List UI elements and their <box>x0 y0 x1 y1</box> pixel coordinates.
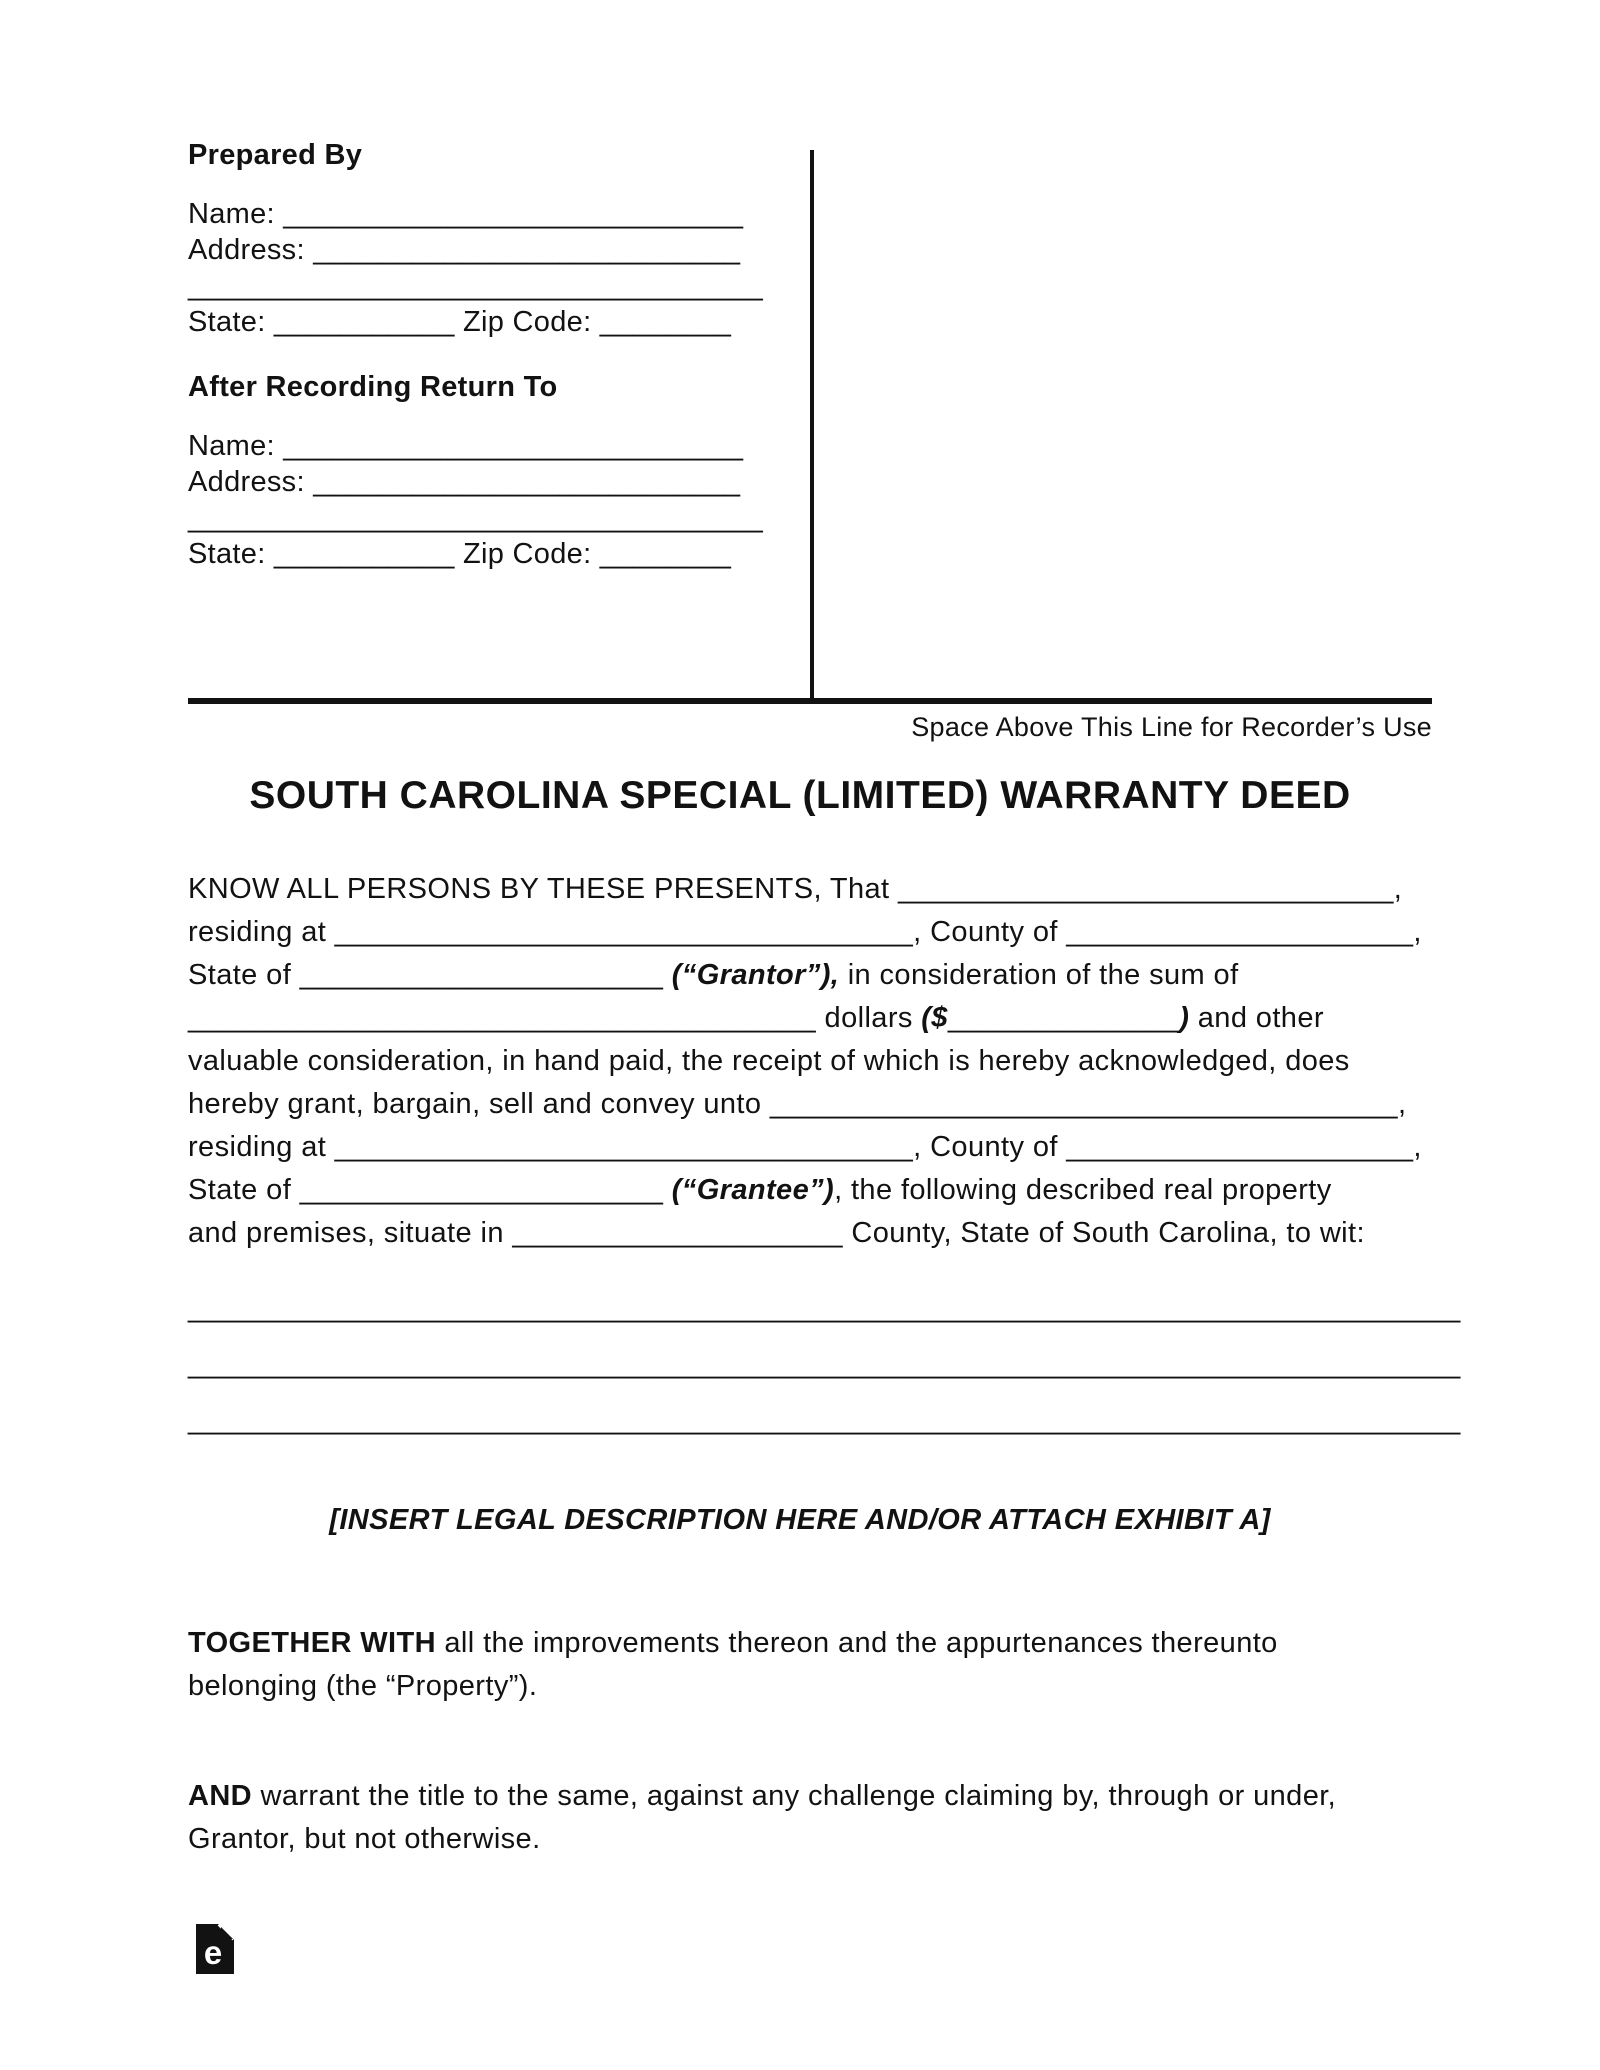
vertical-divider-line <box>810 150 814 698</box>
eforms-logo <box>196 1924 234 1974</box>
legal-description-placeholder: [INSERT LEGAL DESCRIPTION HERE AND/OR ATTACH EXHIBIT A] <box>329 1504 1271 1536</box>
deed-line: ______________________________________ dollars ($______________) and other <box>188 1002 1324 1034</box>
return-to-section <box>188 370 848 572</box>
legal-blank-line: _____________________________________________________________________________ <box>188 1404 1461 1436</box>
prepared-by-state-zip-row: State: ___________ Zip Code: ________ <box>188 306 732 338</box>
return-to-address2-row: ___________________________________ <box>188 502 763 534</box>
deed-line: State of ______________________ (“Grantee”), the following described real property <box>188 1174 1332 1206</box>
deed-paragraph <box>188 868 1488 1255</box>
legal-blank-line: _____________________________________________________________________________ <box>188 1292 1461 1324</box>
return-to-heading: After Recording Return To <box>188 371 558 403</box>
deed-line: residing at ___________________________________, County of _____________________, <box>188 1131 1422 1163</box>
deed-line: valuable consideration, in hand paid, the receipt of which is hereby acknowledged, does <box>188 1045 1350 1077</box>
logo-letter: e <box>203 1934 223 1971</box>
prepared-by-name-row: Name: ____________________________ <box>188 198 744 230</box>
deed-line: KNOW ALL PERSONS BY THESE PRESENTS, That ______________________________, <box>188 873 1403 905</box>
warranty-paragraph: AND warrant the title to the same, against any challenge claiming by, through or under, Grantor, but not otherwise. <box>188 1780 1337 1855</box>
return-to-rows <box>188 428 848 572</box>
deed-line: State of ______________________ (“Grantor”), in consideration of the sum of <box>188 959 1239 991</box>
return-to-name-row: Name: ____________________________ <box>188 430 744 462</box>
recorder-use-note: Space Above This Line for Recorder’s Use <box>911 712 1432 742</box>
prepared-by-section <box>188 138 848 340</box>
legal-description-blanks <box>188 1280 1488 1448</box>
deed-line: residing at ___________________________________, County of _____________________, <box>188 916 1422 948</box>
prepared-by-heading: Prepared By <box>188 139 363 171</box>
prepared-by-address2-row: ___________________________________ <box>188 270 763 302</box>
deed-line: and premises, situate in ____________________ County, State of South Carolina, to wit: <box>188 1217 1365 1249</box>
recorder-separator-rule <box>188 698 1432 704</box>
legal-blank-line: _____________________________________________________________________________ <box>188 1348 1461 1380</box>
return-to-address-row: Address: __________________________ <box>188 466 741 498</box>
together-with-paragraph: TOGETHER WITH all the improvements thereon and the appurtenances thereunto belonging (the “Property”). <box>188 1627 1278 1702</box>
return-to-state-zip-row: State: ___________ Zip Code: ________ <box>188 538 732 570</box>
deed-line: hereby grant, bargain, sell and convey unto ______________________________________, <box>188 1088 1407 1120</box>
prepared-by-address-row: Address: __________________________ <box>188 234 741 266</box>
prepared-by-rows <box>188 196 848 340</box>
document-title: SOUTH CAROLINA SPECIAL (LIMITED) WARRANTY DEED <box>249 774 1351 817</box>
